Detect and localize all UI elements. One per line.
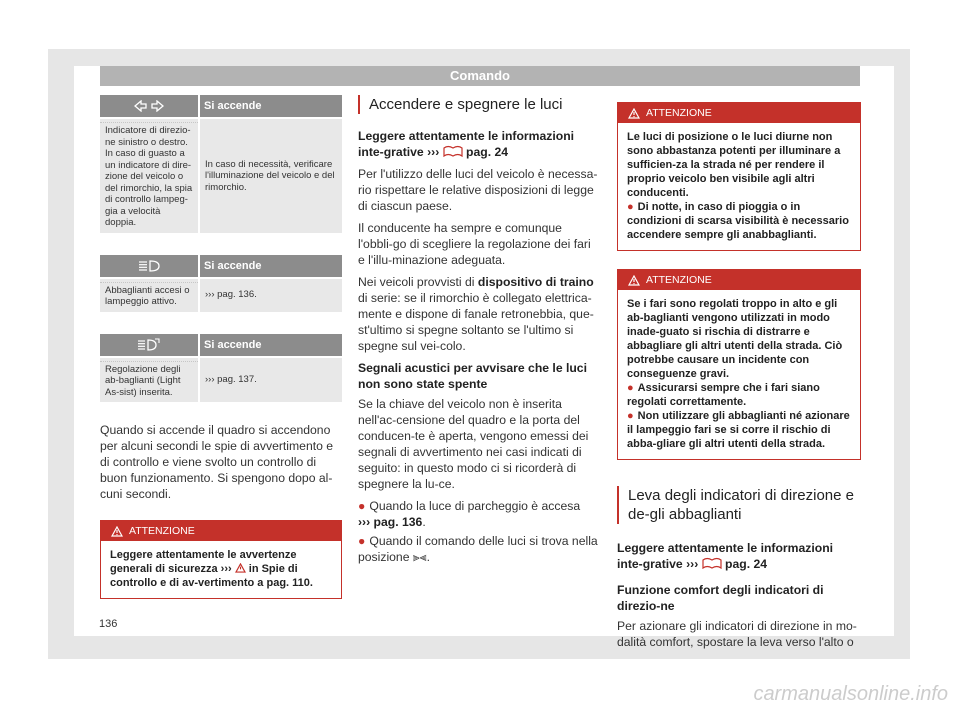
paragraph: Quando si accende il quadro si accendono per alcuni secondi le spie di avvertimento e di controllo e viene svolto un controllo di buon funzionamento. Si spengono dopo al-cuni secondi.	[100, 423, 334, 501]
subheading: Segnali acustici per avvisare che le luci non sono state spente	[358, 361, 587, 391]
table-cell: In caso di necessità, verificare l'illuminazione del veicolo e del rimorchio.	[205, 158, 335, 193]
section-header: Comando	[100, 66, 860, 86]
turn-signal-icon	[100, 95, 199, 118]
warning-paragraph: Se i fari sono regolati troppo in alto e gli ab-baglianti vengono utilizzati in modo inade-guato si rischia di distrarre e abbagliare gli altri utenti della strada. Ciò potrebbe causare un incidente con conseguenze gravi.	[627, 298, 843, 380]
warning-title: ATTENZIONE	[646, 274, 712, 286]
text: Quando il comando delle luci si trova nella posizione ⫸⫷.	[358, 534, 598, 564]
table-cell: ››› pag. 136.	[205, 289, 257, 301]
text: .	[422, 515, 426, 529]
warning-box	[100, 520, 342, 599]
warning-header	[618, 270, 860, 290]
text: di serie: se il rimorchio è collegato elettrica-mente e dispone di fanale retronebbia, que-st'ultimo si spegne soltanto se l'ultimo si spegne sul vei-colo.	[358, 291, 594, 353]
text: Nei veicoli provvisti di	[358, 275, 478, 289]
warning-header	[618, 103, 860, 123]
indicator-table-turn	[100, 95, 342, 233]
text: Quando la luce di parcheggio è accesa	[369, 499, 581, 513]
text: Assicurarsi sempre che i fari siano regolati correttamente.	[627, 382, 820, 408]
warning-title: ATTENZIONE	[646, 107, 712, 119]
indicator-table-light-assist	[100, 334, 342, 403]
table-cell: ››› pag. 137.	[205, 374, 257, 385]
high-beam-icon	[100, 255, 199, 278]
table-header-si-accende: Si accende	[199, 334, 342, 357]
warning-title: ATTENZIONE	[129, 525, 195, 537]
table-cell: Indicatore di direzio-ne sinistro o destro. In caso di guasto a un indicatore di dire-zione del veicolo o del rimorchio, la spia di controllo lampeg-gia a velocità doppia.	[105, 125, 193, 228]
bullet-item: ● Quando il comando delle luci si trova nella posizione ⫸⫷.	[358, 534, 598, 564]
page-number: 136	[99, 618, 118, 630]
warning-box	[617, 102, 861, 251]
table-row	[100, 118, 342, 233]
warning-icon	[111, 526, 123, 537]
subheading: Funzione comfort degli indicatori di direzio-ne	[617, 583, 824, 613]
intro-page[interactable]: pag. 24	[725, 557, 768, 571]
section-title: Leva degli indicatori di direzione e de-gli abbaglianti	[617, 486, 861, 524]
bullet-item: ● Di notte, in caso di pioggia o in condizioni di scarsa visibilità è necessario accendere sempre gli anabbaglianti.	[627, 201, 849, 241]
bullet-item: ● Assicurarsi sempre che i fari siano regolati correttamente.	[627, 382, 820, 408]
text-bold: dispositivo di traino	[477, 275, 594, 289]
book-icon	[702, 557, 722, 569]
paragraph: Il conducente ha sempre e comunque l'obbli-go di scegliere la regolazione dei fari e l'illu-minazione adeguata.	[358, 221, 591, 267]
intro	[358, 128, 600, 160]
light-assist-icon	[100, 334, 199, 357]
warning-icon	[628, 275, 640, 286]
table-header-si-accende: Si accende	[199, 255, 342, 278]
warning-icon	[628, 108, 640, 119]
table-row	[100, 278, 342, 312]
text: Non utilizzare gli abbaglianti né azionare il lampeggio fari se si corre il rischio di abba-gliare gli altri utenti della strada.	[627, 410, 850, 450]
warning-box	[617, 269, 861, 460]
column-middle	[358, 95, 600, 565]
indicator-table-highbeam	[100, 255, 342, 312]
intro	[617, 540, 861, 572]
paragraph: Per azionare gli indicatori di direzione in mo-dalità comfort, spostare la leva verso l'alto o	[617, 619, 857, 649]
warning-text	[101, 541, 341, 598]
paragraph: Se la chiave del veicolo non è inserita nell'ac-censione del quadro e la porta del conducen-te è aperta, vengono emessi dei segnali di avvertimento nei casi indicati di seguito: in questo modo ci si ricorderà di spegnere la lu-ce.	[358, 397, 589, 491]
section-title: Accendere e spegnere le luci	[358, 95, 600, 114]
intro-bold: Leggere attentamente le informazioni inte-grative ›››	[358, 129, 575, 159]
text: Di notte, in caso di pioggia o in condizioni di scarsa visibilità è necessario accendere sempre gli anabbaglianti.	[627, 201, 849, 241]
intro-bold: Leggere attentamente le informazioni inte-grative ›››	[617, 541, 834, 571]
paragraph: Per l'utilizzo delle luci del veicolo è necessa-rio rispettare le relative disposizioni di legge di ciascun paese.	[358, 167, 598, 213]
warning-text-b: in Spie di controllo e di av-vertimento a pag. 110.	[110, 563, 313, 589]
intro-page[interactable]: pag. 24	[466, 145, 509, 159]
warning-text	[618, 290, 860, 459]
table-cell: Abbaglianti accesi o lampeggio attivo.	[105, 284, 190, 307]
warning-text	[618, 123, 860, 250]
column-left	[100, 95, 342, 599]
warning-header	[101, 521, 341, 541]
bullet-item: ● Quando la luce di parcheggio è accesa ››› pag. 136.	[358, 499, 581, 529]
bullet-item: ● Non utilizzare gli abbaglianti né azionare il lampeggio fari se si corre il rischio di abba-gliare gli altri utenti della strada.	[627, 410, 850, 450]
column-right	[617, 95, 861, 650]
link[interactable]: ››› pag. 136	[358, 515, 423, 529]
paragraph	[358, 274, 600, 354]
warning-text-a: Leggere attentamente le avvertenze generali di sicurezza ›››	[110, 549, 297, 575]
watermark: carmanualsonline.info	[753, 683, 948, 705]
warning-paragraph: Le luci di posizione o le luci diurne non sono abbastanza potenti per illuminare a sufficien-za la strada né per rendere il proprio veicolo ben visibile agli altri conducenti.	[627, 131, 841, 199]
table-cell: Regolazione degli ab-baglianti (Light As-sist) inserita.	[105, 363, 181, 398]
table-row	[100, 357, 342, 403]
warning-icon	[235, 563, 246, 573]
book-icon	[443, 145, 463, 157]
table-header-si-accende: Si accende	[199, 95, 342, 118]
